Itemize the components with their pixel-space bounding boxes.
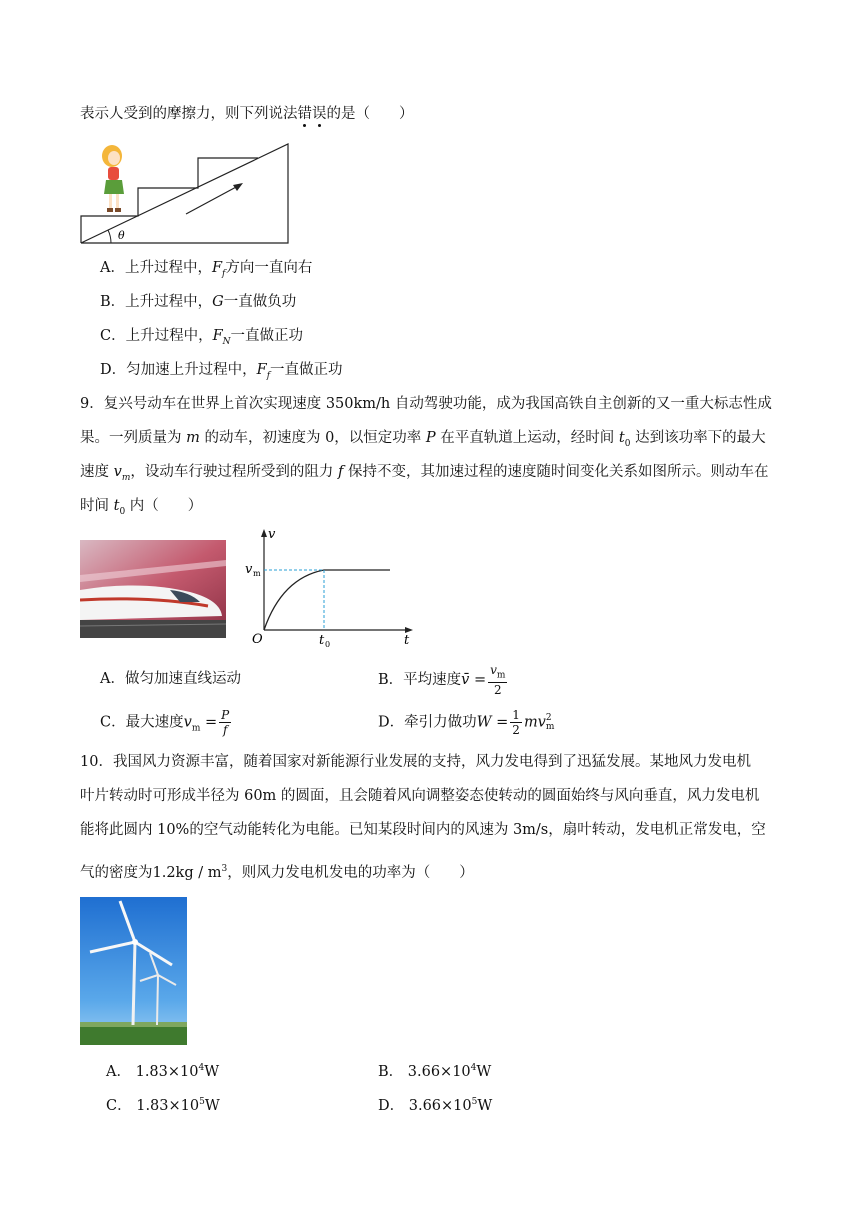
q10-stem-line-2: 叶片转动时可形成半径为 60m 的圆面，且会随着风向调整姿态使转动的圆面始终与风向垂直，风力发电机 <box>80 788 760 804</box>
q10-option-c[interactable]: C． $1.83\times 10^5W$ <box>106 1097 220 1114</box>
t0-label: t <box>319 633 325 648</box>
vm-label: v <box>245 562 253 577</box>
q8-option-d[interactable]: D．匀加速上升过程中，$F_f$一直做正功 <box>100 362 343 381</box>
q10-stem-line-1: 10．我国风力资源丰富，随着国家对新能源行业发展的支持，风力发电得到了迅猛发展。某地风力发电机 <box>80 754 751 770</box>
q10-stem-line-3: 能将此圆内 10%的空气动能转化为电能。已知某段时间内的风速为 3m/s，扇叶转动，发电机正常发电，空 <box>80 822 766 838</box>
girl-figure <box>102 145 124 212</box>
t0-label-sub: 0 <box>325 640 331 648</box>
q9-option-c[interactable]: C．最大速度$v_m$ = $\frac{P}{f}$ <box>100 708 230 737</box>
vm-label-sub: m <box>253 569 261 578</box>
q10-stem-line-4: 气的密度为$1.2kg / m^3$，则风力发电机发电的功率为（ ） <box>80 864 474 881</box>
train-photo <box>80 540 226 638</box>
q8-option-c[interactable]: C．上升过程中，$F_N$一直做正功 <box>100 328 304 347</box>
y-axis-label: v <box>268 527 276 542</box>
origin-label: O <box>252 632 263 647</box>
wind-turbine-photo <box>80 897 187 1045</box>
q9-option-d[interactable]: D．牵引力做功W = $\frac{1}{2}$ mv 2 m <box>378 708 555 737</box>
velocity-time-graph <box>242 526 417 648</box>
q9-stem-line-2: 果。一列质量为 m 的动车，初速度为 0，以恒定功率 P 在平直轨道上运动，经时间 $t_0$ 达到该功率下的最大 <box>80 430 766 449</box>
stairs-incline-figure <box>78 140 293 248</box>
q10-option-a[interactable]: A． $1.83\times 10^4W$ <box>106 1063 220 1080</box>
q9-stem-line-4: 时间 $t_0$ 内（ ） <box>80 498 203 517</box>
q8-stem: 表示人受到的摩擦力，则下列说法错误的是（ ） <box>80 106 414 122</box>
q9-stem-line-1: 9．复兴号动车在世界上首次实现速度 350km/h 自动驾驶功能，成为我国高铁自主创新的又一重大标志性成 <box>80 396 772 412</box>
x-axis-label: t <box>404 633 410 648</box>
q10-option-d[interactable]: D． $3.66\times 10^5W$ <box>378 1097 493 1114</box>
q9-option-a[interactable]: A．做匀加速直线运动 <box>100 671 241 687</box>
q8-option-b[interactable]: B．上升过程中，G一直做负功 <box>100 294 297 310</box>
theta-label: θ <box>118 229 125 242</box>
q9-stem-line-3: 速度 $v_m$，设动车行驶过程所受到的阻力 f 保持不变，其加速过程的速度随时间变化关系如图所示。则动车在 <box>80 464 769 483</box>
q10-option-b[interactable]: B． $3.66\times 10^4W$ <box>378 1063 492 1080</box>
q9-option-b[interactable]: B．平均速度v̄ = $\frac{v_m}{2}$ <box>378 663 506 698</box>
q8-option-a[interactable]: A．上升过程中，$F_f$方向一直向右 <box>100 260 313 279</box>
